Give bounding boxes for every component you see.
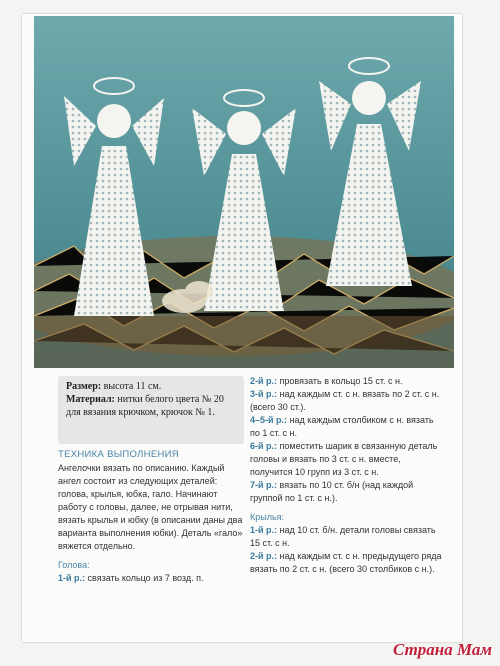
row-text: над каждым ст. с н. предыдущего ряда вязать по 2 ст. с н. (всего 30 столбиков с н.). [250, 551, 442, 574]
row-label: 2-й р.: [250, 551, 278, 561]
technique-intro: Ангелочки вязать по описанию. Каждый ангел состоит из следующих деталей: голова, крылья, юбка, гало. Начинают работу с головы, далее, не отрывая нити, вязать крылья и юбку (в описании даны два варианта выполнения юбки). Деталь «гало» вяжется отдельно. [58, 463, 243, 551]
row-text: вязать по 10 ст. б/н (над каждой группой по 1 ст. с н.). [250, 480, 414, 503]
instruction-row [250, 388, 445, 414]
instruction-row [250, 414, 445, 440]
row-label: 3-й р.: [250, 389, 278, 399]
material-value: нитки белого цвета № 20 для вязания крючком, крючок № 1. [66, 394, 224, 418]
row-label: 1-й р.: [58, 573, 86, 583]
wings-row [250, 524, 445, 550]
site-watermark: Страна Мам [392, 640, 492, 659]
crochet-angels-image [34, 16, 454, 368]
row-label: 6-й р.: [250, 441, 278, 451]
row-label: 1-й р.: [250, 525, 278, 535]
wings-title: Крылья: [250, 512, 285, 522]
head-title: Голова: [58, 560, 90, 570]
row-label: 4–5-й р.: [250, 415, 288, 425]
size-label: Размер: [66, 381, 102, 392]
right-column [250, 375, 445, 576]
row-text: поместить шарик в связанную деталь головы и вязать по 3 ст. с н. вместе, получится 10 групп из 3 ст. с н. [250, 441, 438, 477]
row-label: 7-й р.: [250, 480, 278, 490]
wings-row [250, 550, 445, 576]
instruction-row [250, 375, 445, 388]
instruction-row [250, 440, 445, 479]
row-text: провязать в кольцо 15 ст. с н. [279, 376, 403, 386]
row-text: связать кольцо из 7 возд. п. [87, 573, 204, 583]
row-label: 2-й р.: [250, 376, 278, 386]
material-label: Материал: [66, 394, 115, 405]
instruction-row [250, 479, 445, 505]
spec-box [58, 376, 244, 444]
angels-photo [34, 16, 454, 368]
head-row [58, 572, 248, 585]
row-text: над 10 ст. б/н. детали головы связать 15 ст. с н. [250, 525, 436, 548]
row-text: над каждым ст. с н. вязать по 2 ст. с н. (всего 30 ст.). [250, 389, 440, 412]
technique-heading: ТЕХНИКА ВЫПОЛНЕНИЯ [58, 449, 179, 460]
left-column [58, 448, 248, 585]
size-value: высота 11 см. [103, 381, 162, 392]
row-text: над каждым столбиком с н. вязать по 1 ст. с н. [250, 415, 434, 438]
